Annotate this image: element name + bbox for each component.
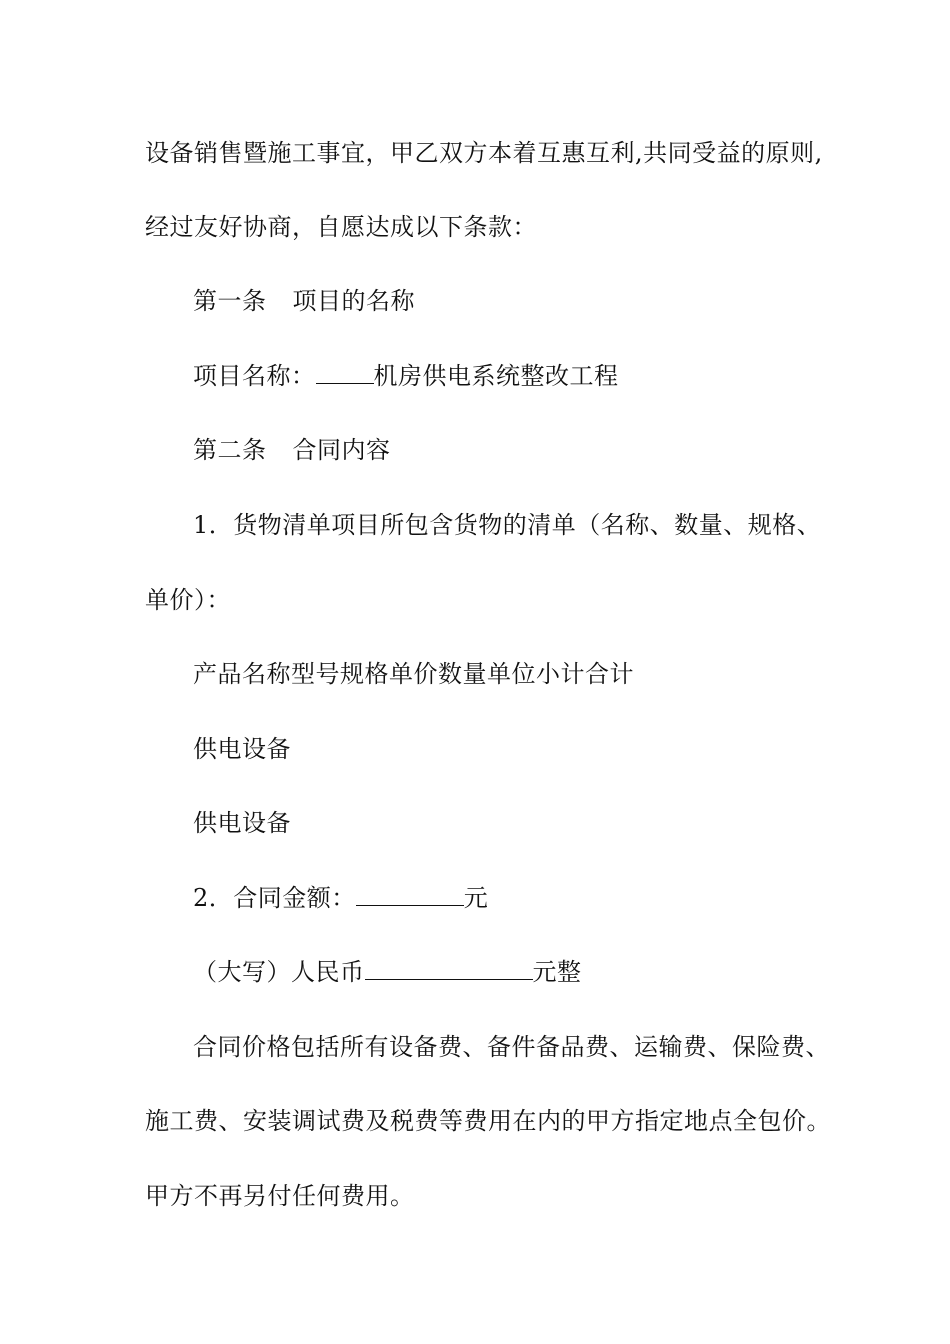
article-1-title: 项目的名称 <box>292 287 415 315</box>
capital-amount-label: （大写）人民币 <box>193 958 365 986</box>
article-1-heading <box>193 286 833 316</box>
article-2-number: 第二条 <box>193 436 267 464</box>
item-1-line-2: 单价）： <box>145 586 231 614</box>
goods-row-2: 供电设备 <box>193 809 291 837</box>
project-name-label: 项目名称： <box>193 362 316 390</box>
contract-amount-blank <box>356 883 464 906</box>
contract-amount-line <box>193 883 833 913</box>
contract-amount-label: 2．合同金额： <box>193 884 356 912</box>
capital-amount-line <box>193 957 833 987</box>
project-name-line <box>193 361 833 391</box>
intro-line-1: 设备销售暨施工事宜，甲乙双方本着互惠互利,共同受益的原则, <box>145 139 823 167</box>
contract-amount-unit: 元 <box>463 884 489 912</box>
project-name-blank <box>316 361 374 384</box>
capital-amount-blank <box>365 957 533 980</box>
intro-line-2: 经过友好协商，自愿达成以下条款： <box>145 213 537 241</box>
article-1-number: 第一条 <box>193 287 267 315</box>
price-line-2: 施工费、安装调试费及税费等费用在内的甲方指定地点全包价。 <box>145 1107 831 1135</box>
goods-table-header: 产品名称型号规格单价数量单位小计合计 <box>193 660 634 688</box>
price-line-1: 合同价格包括所有设备费、备件备品费、运输费、保险费、 <box>193 1033 830 1061</box>
article-2-heading <box>193 435 833 465</box>
article-2-title: 合同内容 <box>292 436 391 464</box>
capital-amount-unit: 元整 <box>532 958 582 986</box>
item-1-line-1: 1．货物清单项目所包含货物的清单（名称、数量、规格、 <box>193 511 822 539</box>
goods-row-1: 供电设备 <box>193 735 291 763</box>
project-name-value: 机房供电系统整改工程 <box>373 362 619 390</box>
price-line-3: 甲方不再另付任何费用。 <box>145 1182 415 1210</box>
